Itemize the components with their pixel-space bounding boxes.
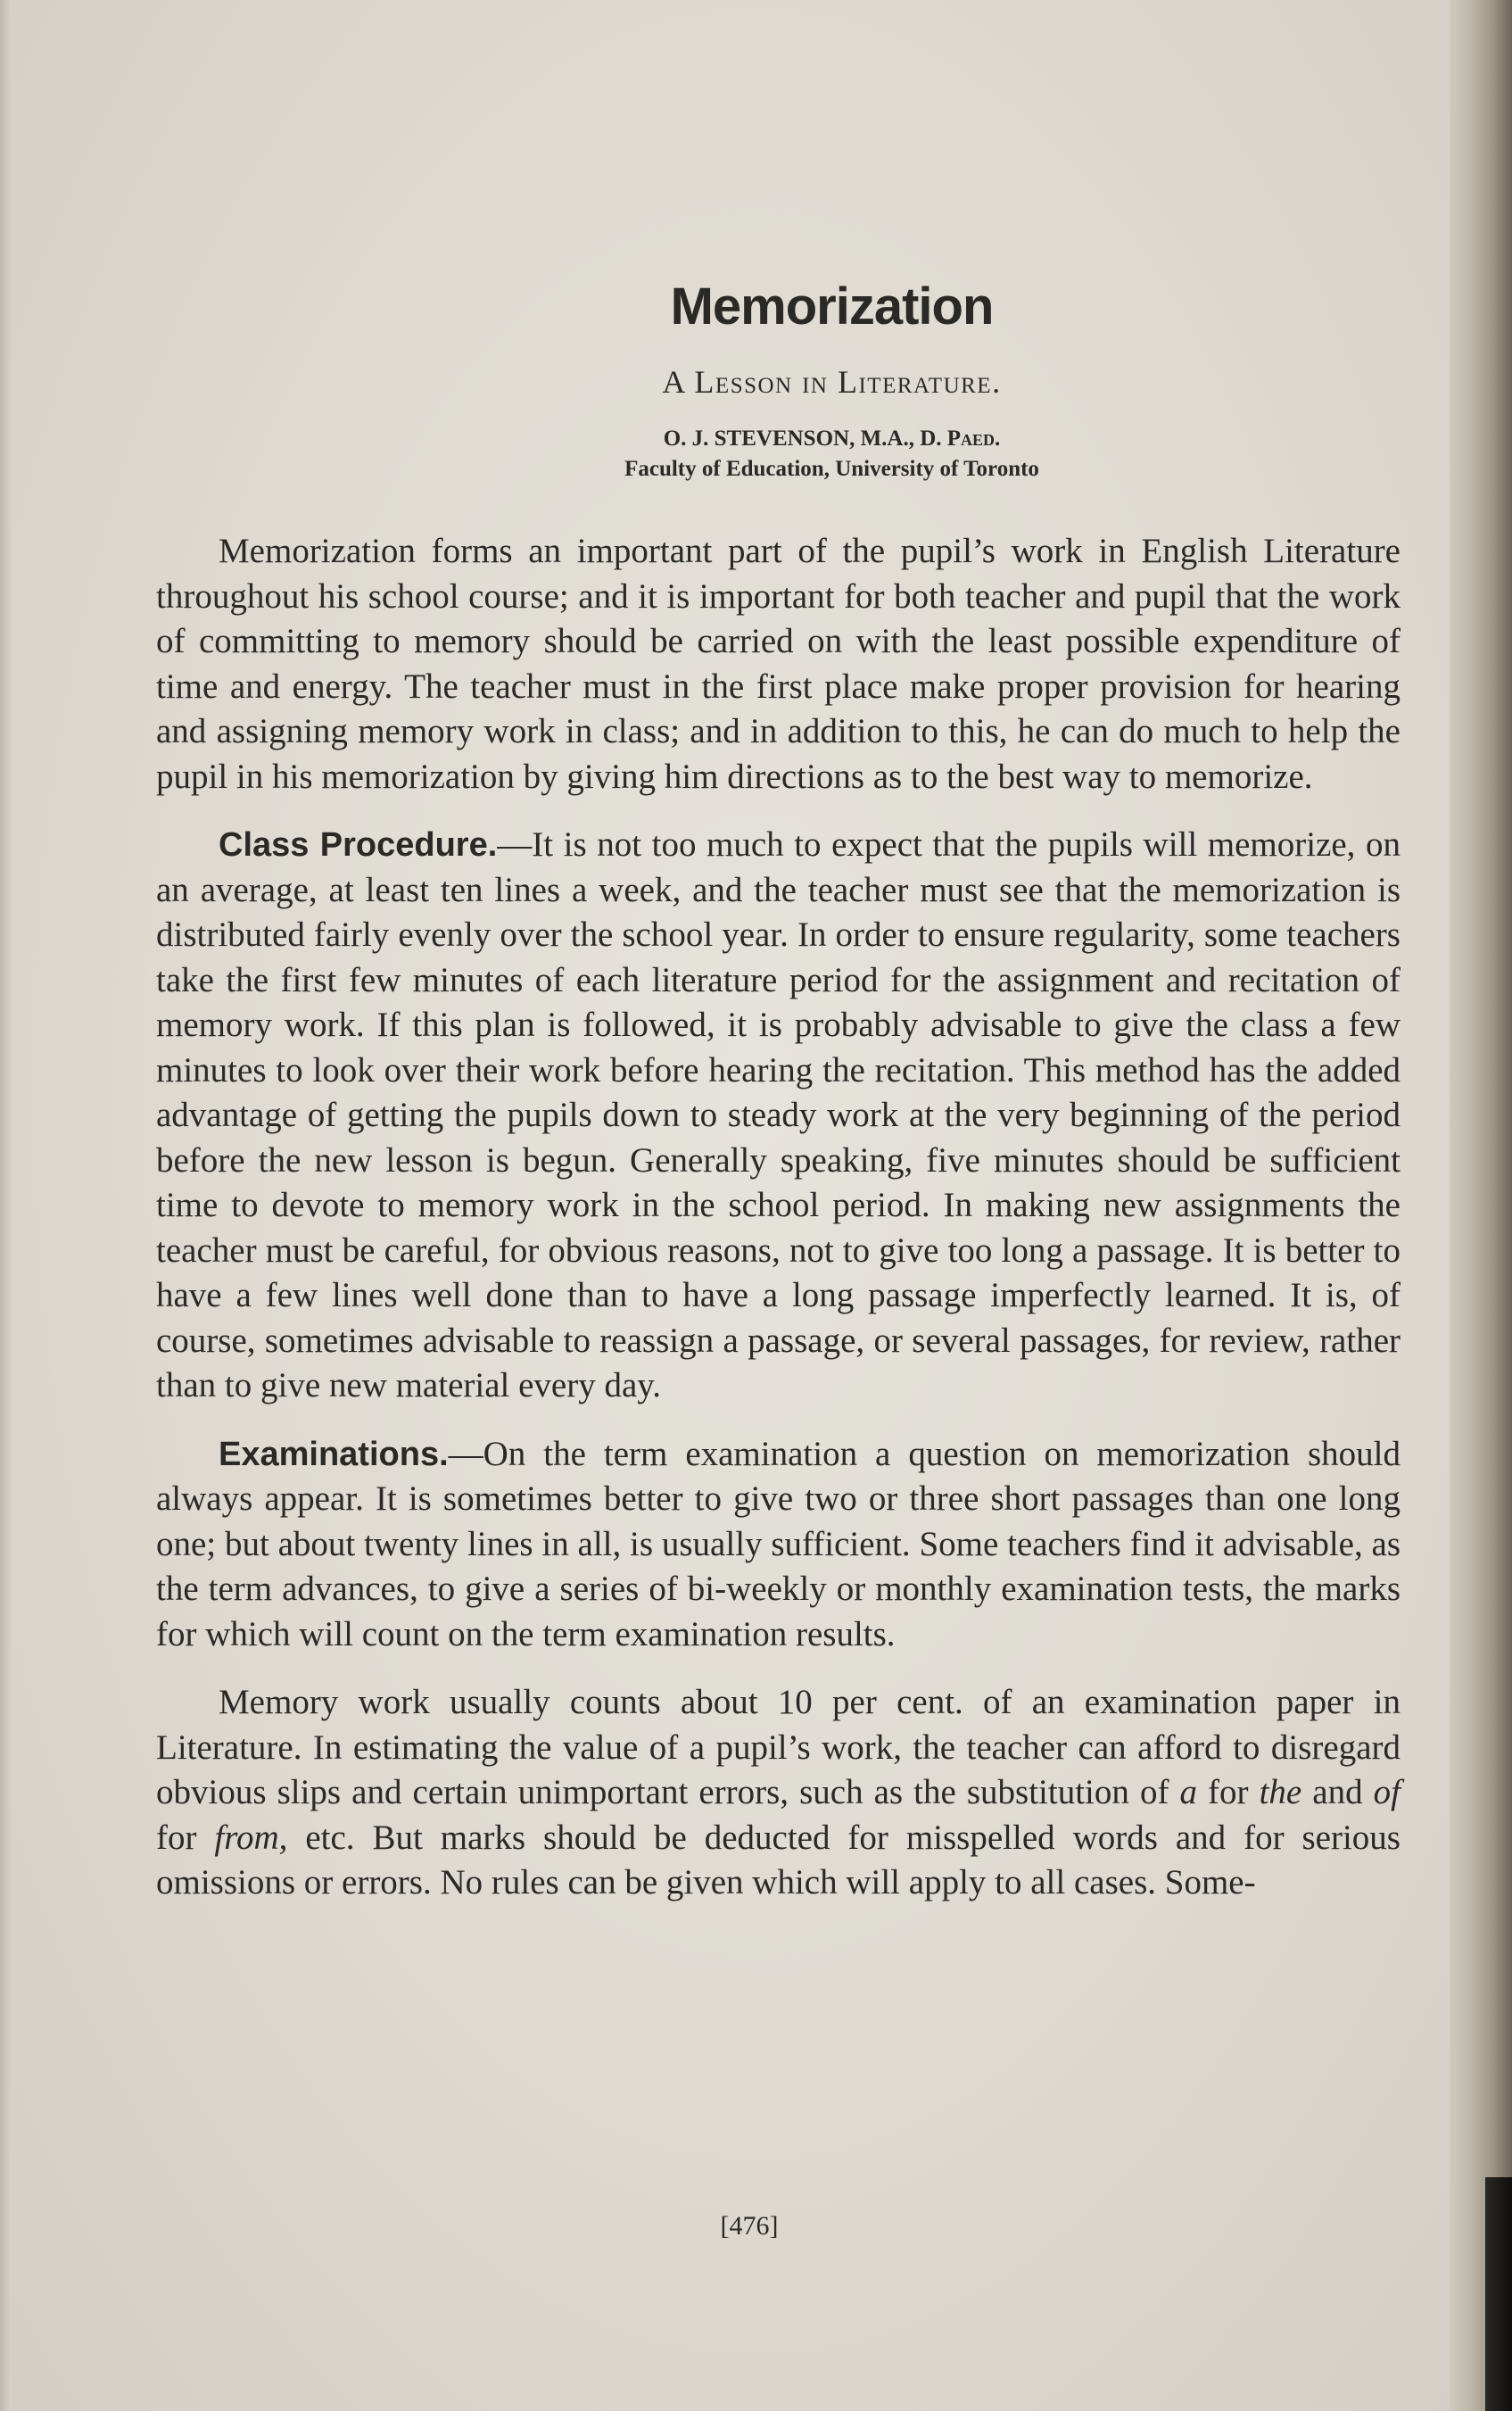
- italic-word: from,: [214, 1818, 288, 1857]
- paragraph-text: Memorization forms an important part of the pupil’s work in English Literature throughout his school course; and it is important for both teacher and pupil that the work of committing to memory should be carried on with the least possible expenditure of time and energy. The teacher must in the first place make proper provision for hearing and assigning memory work in class; and in addition to this, he can do much to help the pupil in his memorization by giving him directions as to the best way to memorize.: [156, 532, 1400, 796]
- italic-word: of: [1373, 1773, 1401, 1811]
- paragraph-text: and: [1301, 1773, 1374, 1811]
- page-number: [476]: [720, 2211, 779, 2241]
- article-title: Memorization: [670, 278, 994, 336]
- page-left-edge: [0, 0, 12, 2411]
- paragraph-text: etc. But marks should be deducted for misspelled words and for serious omissions or errors. No rules can be given which will apply to all cases. Some-: [156, 1818, 1400, 1901]
- paragraph-text: —It is not too much to expect that the pupils will memorize, on an average, at least ten lines a week, and the teacher must see that the memorization is distributed fairly evenly over the school year. In order to ensure regularity, some teachers take the first few minutes of each literature period for the assignment and recitation of memory work. If this plan is followed, it is probably advisable to give the class a few minutes to look over their work before hearing the recitation. This method has the added advantage of getting the pupils down to steady work at the very beginning of the period before the new lesson is begun. Generally speaking, five minutes should be sufficient time to devote to memory work in the school period. In making new assignments the teacher must be careful, for obvious reasons, not to give too long a passage. It is better to have a few lines well done than to have a long passage imperfectly learned. It is, of course, sometimes advisable to reassign a passage, or several passages, for review, rather than to give new material every day.: [156, 825, 1400, 1404]
- book-spine-shadow: [1450, 0, 1512, 2411]
- author-name: O. J. STEVENSON, M.A., D.: [663, 427, 947, 451]
- paragraph-text: Memory work usually counts about 10 per cent. of an examination paper in Literature. In estimating the value of a pupil’s work, the teacher can afford to disregard obvious slips and certain unimportant errors, such as the substitution of: [156, 1683, 1400, 1811]
- author-degree: Paed.: [946, 427, 1001, 451]
- article: [156, 277, 1400, 1929]
- paragraph-text: for: [1197, 1773, 1260, 1811]
- paragraph-examinations: [156, 1432, 1400, 1658]
- italic-word: a: [1179, 1773, 1197, 1811]
- paragraph-text: —On the term examination a question on memorization should always appear. It is sometimes better to give two or three short passages than one long one; but about twenty lines in all, is usually sufficient. Some teachers find it advisable, as the term advances, to give a series of bi-weekly or monthly examination tests, the marks for which will count on the term examination results.: [156, 1434, 1400, 1653]
- paragraph-intro: [156, 529, 1400, 800]
- author-affiliation: Faculty of Education, University of Toronto: [624, 457, 1039, 481]
- section-heading-class-procedure: Class Procedure.: [219, 826, 498, 864]
- section-heading-examinations: Examinations.: [219, 1435, 449, 1473]
- italic-word: the: [1259, 1773, 1302, 1811]
- paragraph-text: for: [156, 1818, 215, 1857]
- article-subtitle: A Lesson in Literature.: [662, 364, 1002, 400]
- paragraph-memory-work: [156, 1680, 1400, 1906]
- author-line: [156, 424, 1400, 454]
- paragraph-class-procedure: [156, 823, 1400, 1409]
